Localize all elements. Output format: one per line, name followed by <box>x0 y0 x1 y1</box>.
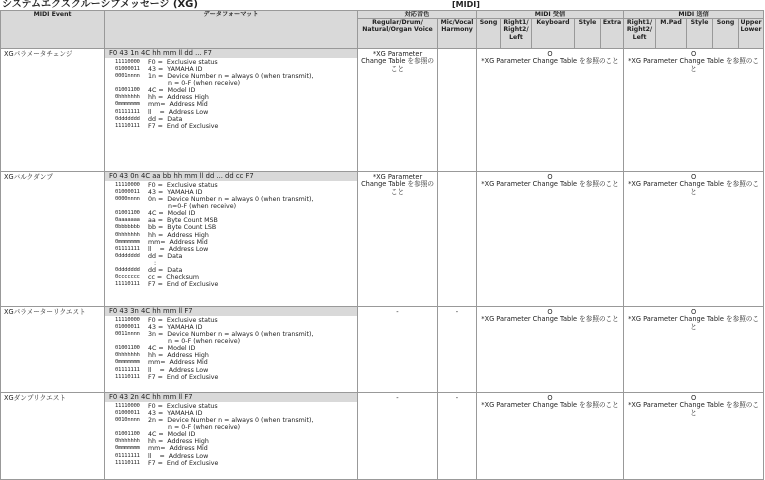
transmit-note: *XG Parameter Change Table を参照のこと <box>628 57 759 73</box>
data-format-cell <box>105 393 358 480</box>
voice-cell: *XG Parameter Change Table を参照のこと <box>358 49 438 172</box>
format-line <box>115 359 357 366</box>
header-mic-vocal: Mic/Vocal Harmony <box>438 19 477 49</box>
format-line <box>115 267 357 274</box>
format-line <box>115 352 357 359</box>
byte-explanation: n=0-F (when receive) <box>148 203 237 211</box>
format-line <box>115 87 357 94</box>
bit-pattern: 0001nnnn <box>115 73 140 80</box>
format-line <box>115 253 357 260</box>
receive-note: *XG Parameter Change Table を参照のこと <box>481 57 619 66</box>
receive-mark: O <box>547 50 553 59</box>
voice-cell: - <box>358 393 438 480</box>
byte-description <box>105 402 357 468</box>
receive-cell <box>477 307 624 393</box>
format-line <box>115 367 357 374</box>
byte-description <box>105 58 357 131</box>
midi-event-cell: XGパラメータチェンジ <box>1 49 105 172</box>
format-line <box>115 224 357 231</box>
byte-explanation: F0 = Exclusive status <box>148 403 218 411</box>
command-bytes: F0 43 2n 4C hh mm ll F7 <box>105 393 357 402</box>
byte-explanation: ll = Address Low <box>148 366 209 374</box>
format-line <box>115 210 357 217</box>
bit-pattern: 0hhhhhhh <box>115 352 140 359</box>
format-line <box>115 116 357 123</box>
format-line <box>115 274 357 281</box>
bit-pattern <box>115 338 146 345</box>
bit-pattern: 01111111 <box>115 245 140 252</box>
byte-explanation: F0 = Exclusive status <box>148 317 218 325</box>
bit-pattern: 01001100 <box>115 345 140 352</box>
receive-cell <box>477 49 624 172</box>
byte-explanation: n = 0-F (when receive) <box>148 338 241 346</box>
bit-pattern <box>115 203 146 210</box>
format-line <box>115 59 357 66</box>
xg-sysex-table <box>0 10 764 480</box>
transmit-note: *XG Parameter Change Table を参照のこと <box>628 315 759 331</box>
midi-event-cell: XGパラメーターリクエスト <box>1 307 105 393</box>
format-line <box>115 66 357 73</box>
mic-cell: - <box>438 307 477 393</box>
data-format-cell <box>105 49 358 172</box>
byte-explanation: hh = Address High <box>148 352 209 360</box>
page-title: システムエクスクルーシブメッセージ (XG) <box>2 0 198 10</box>
byte-explanation: 3n = Device Number n = always 0 (when transmit), <box>148 331 314 339</box>
byte-explanation: aa = Byte Count MSB <box>148 217 218 225</box>
transmit-mark: O <box>690 394 697 403</box>
bit-pattern <box>115 424 146 431</box>
data-format-cell <box>105 172 358 307</box>
header-regular-voice: Regular/Drum/ Natural/Organ Voice <box>358 19 438 49</box>
receive-mark: O <box>547 394 553 403</box>
header-keyboard: Keyboard <box>532 19 575 49</box>
bit-pattern: 01000011 <box>115 66 140 73</box>
byte-explanation: n = 0-F (when receive) <box>148 424 241 432</box>
transmit-cell <box>624 307 764 393</box>
bit-pattern: 0000nnnn <box>115 196 140 203</box>
bit-pattern: 0ddddddd <box>115 115 140 122</box>
format-line <box>115 182 357 189</box>
midi-tag: [MIDI] <box>452 0 480 9</box>
header-song-transmit: Song <box>713 19 739 49</box>
byte-explanation: : <box>148 259 157 267</box>
voice-cell: - <box>358 307 438 393</box>
byte-explanation: 1n = Device Number n = always 0 (when transmit), <box>148 73 314 81</box>
format-line <box>115 403 357 410</box>
bit-pattern: 0ddddddd <box>115 266 140 273</box>
header-extra: Extra <box>601 19 624 49</box>
bit-pattern: 01001100 <box>115 431 140 438</box>
format-line <box>115 232 357 239</box>
bit-pattern: 0ddddddd <box>115 252 140 259</box>
byte-explanation: F0 = Exclusive status <box>148 182 218 190</box>
format-line <box>115 189 357 196</box>
table-row <box>1 393 764 480</box>
format-line <box>115 317 357 324</box>
format-line <box>115 246 357 253</box>
byte-explanation: 4C = Model ID <box>148 345 196 353</box>
mic-cell <box>438 49 477 172</box>
byte-explanation: ll = Address Low <box>148 108 209 116</box>
mic-cell: - <box>438 393 477 480</box>
byte-explanation: dd = Data <box>148 115 183 123</box>
format-line <box>115 374 357 381</box>
receive-note: *XG Parameter Change Table を参照のこと <box>481 315 619 324</box>
format-line <box>115 324 357 331</box>
format-line <box>115 331 357 338</box>
format-line <box>115 410 357 417</box>
format-line <box>115 239 357 246</box>
format-line <box>115 460 357 467</box>
bit-pattern <box>115 80 146 87</box>
bit-pattern: 0bbbbbbb <box>115 224 140 231</box>
byte-explanation: 43 = YAMAHA ID <box>148 410 203 418</box>
bit-pattern: 11110111 <box>115 373 140 380</box>
byte-explanation: 0n = Device Number n = always 0 (when transmit), <box>148 196 314 204</box>
byte-explanation: hh = Address High <box>148 231 209 239</box>
byte-explanation: F7 = End of Exclusive <box>148 122 219 130</box>
table-row <box>1 172 764 307</box>
byte-explanation: ll = Address Low <box>148 452 209 460</box>
bit-pattern: 01001100 <box>115 87 140 94</box>
format-line <box>115 101 357 108</box>
format-line <box>115 217 357 224</box>
bit-pattern: 0mmmmmmm <box>115 359 140 366</box>
header-right-transmit: Right1/ Right2/ Left <box>624 19 656 49</box>
transmit-mark: O <box>690 50 697 59</box>
byte-explanation: mm= Address Mid <box>148 238 208 246</box>
byte-explanation: 4C = Model ID <box>148 431 196 439</box>
header-style-receive: Style <box>575 19 601 49</box>
format-line <box>115 196 357 203</box>
mic-cell <box>438 172 477 307</box>
format-line <box>115 345 357 352</box>
bit-pattern: 0mmmmmmm <box>115 445 140 452</box>
byte-explanation: hh = Address High <box>148 438 209 446</box>
bit-pattern: 01000011 <box>115 189 140 196</box>
bit-pattern: 0ccccccc <box>115 273 140 280</box>
header-style-transmit: Style <box>687 19 713 49</box>
byte-explanation: 43 = YAMAHA ID <box>148 189 203 197</box>
transmit-cell <box>624 172 764 307</box>
byte-explanation: 4C = Model ID <box>148 87 196 95</box>
bit-pattern: 01111111 <box>115 366 140 373</box>
format-line <box>115 281 357 288</box>
byte-explanation: F7 = End of Exclusive <box>148 459 219 467</box>
bit-pattern: 0hhhhhhh <box>115 231 140 238</box>
header-voice-group: 対応音色 <box>358 11 477 19</box>
format-line <box>115 260 357 267</box>
byte-explanation: hh = Address High <box>148 94 209 102</box>
byte-explanation: F7 = End of Exclusive <box>148 280 219 288</box>
format-line <box>115 445 357 452</box>
bit-pattern: 0mmmmmmm <box>115 238 140 245</box>
header-upper-lower: Upper Lower <box>739 19 764 49</box>
format-line <box>115 453 357 460</box>
bit-pattern: 0mmmmmmm <box>115 101 140 108</box>
byte-explanation: n = 0-F (when receive) <box>148 80 241 88</box>
byte-explanation: mm= Address Mid <box>148 445 208 453</box>
byte-explanation: F7 = End of Exclusive <box>148 373 219 381</box>
receive-note: *XG Parameter Change Table を参照のこと <box>481 180 619 189</box>
byte-explanation: ll = Address Low <box>148 245 209 253</box>
voice-cell: *XG Parameter Change Table を参照のこと <box>358 172 438 307</box>
bit-pattern: 01111111 <box>115 108 140 115</box>
bit-pattern: 11110000 <box>115 59 140 66</box>
byte-description <box>105 181 357 290</box>
format-line <box>115 338 357 345</box>
transmit-note: *XG Parameter Change Table を参照のこと <box>628 401 759 417</box>
bit-pattern: 11110111 <box>115 122 140 129</box>
byte-explanation: 2n = Device Number n = always 0 (when transmit), <box>148 417 314 425</box>
format-line <box>115 109 357 116</box>
header-midi-event: MIDI Event <box>1 11 105 49</box>
transmit-cell <box>624 49 764 172</box>
transmit-cell <box>624 393 764 480</box>
header-data-format: データフォーマット <box>105 11 358 49</box>
transmit-note: *XG Parameter Change Table を参照のこと <box>628 180 759 196</box>
format-line <box>115 438 357 445</box>
byte-explanation: F0 = Exclusive status <box>148 59 218 67</box>
format-line <box>115 431 357 438</box>
midi-event-cell: XGダンプリクエスト <box>1 393 105 480</box>
bit-pattern: 01001100 <box>115 210 140 217</box>
data-format-cell <box>105 307 358 393</box>
byte-explanation: 43 = YAMAHA ID <box>148 66 203 74</box>
bit-pattern: 11110111 <box>115 280 140 287</box>
bit-pattern: 0hhhhhhh <box>115 94 140 101</box>
table-row <box>1 49 764 172</box>
header-right-receive: Right1/ Right2/ Left <box>501 19 532 49</box>
header-mpad: M.Pad <box>656 19 687 49</box>
bit-pattern: 0010nnnn <box>115 417 140 424</box>
bit-pattern <box>115 260 146 267</box>
bit-pattern: 01000011 <box>115 324 140 331</box>
receive-mark: O <box>547 173 553 182</box>
command-bytes: F0 43 3n 4C hh mm ll F7 <box>105 307 357 316</box>
byte-explanation: bb = Byte Count LSB <box>148 224 217 232</box>
receive-cell <box>477 172 624 307</box>
bit-pattern: 11110000 <box>115 182 140 189</box>
byte-explanation: dd = Data <box>148 266 183 274</box>
bit-pattern: 0aaaaaaa <box>115 217 140 224</box>
format-line <box>115 73 357 80</box>
byte-explanation: mm= Address Mid <box>148 359 208 367</box>
byte-explanation: mm= Address Mid <box>148 101 208 109</box>
byte-description <box>105 316 357 382</box>
receive-mark: O <box>547 308 553 317</box>
format-line <box>115 203 357 210</box>
byte-explanation: cc = Checksum <box>148 273 199 281</box>
receive-cell <box>477 393 624 480</box>
midi-event-cell: XGバルクダンプ <box>1 172 105 307</box>
header-receive-group: MIDI 受信 <box>477 11 624 19</box>
bit-pattern: 11110111 <box>115 459 140 466</box>
format-line <box>115 424 357 431</box>
bit-pattern: 11110000 <box>115 403 140 410</box>
table-row <box>1 307 764 393</box>
bit-pattern: 0011nnnn <box>115 331 140 338</box>
transmit-mark: O <box>690 173 697 182</box>
format-line <box>115 94 357 101</box>
bit-pattern: 01111111 <box>115 452 140 459</box>
byte-explanation: 43 = YAMAHA ID <box>148 324 203 332</box>
header-song-receive: Song <box>477 19 501 49</box>
format-line <box>115 123 357 130</box>
format-line <box>115 417 357 424</box>
header-transmit-group: MIDI 送信 <box>624 11 764 19</box>
transmit-mark: O <box>690 308 697 317</box>
bit-pattern: 11110000 <box>115 317 140 324</box>
bit-pattern: 0hhhhhhh <box>115 438 140 445</box>
format-line <box>115 80 357 87</box>
receive-note: *XG Parameter Change Table を参照のこと <box>481 401 619 410</box>
byte-explanation: 4C = Model ID <box>148 210 196 218</box>
byte-explanation: dd = Data <box>148 252 183 260</box>
command-bytes: F0 43 0n 4C aa bb hh mm ll dd ... dd cc F7 <box>105 172 357 181</box>
bit-pattern: 01000011 <box>115 410 140 417</box>
command-bytes: F0 43 1n 4C hh mm ll dd ... F7 <box>105 49 357 58</box>
